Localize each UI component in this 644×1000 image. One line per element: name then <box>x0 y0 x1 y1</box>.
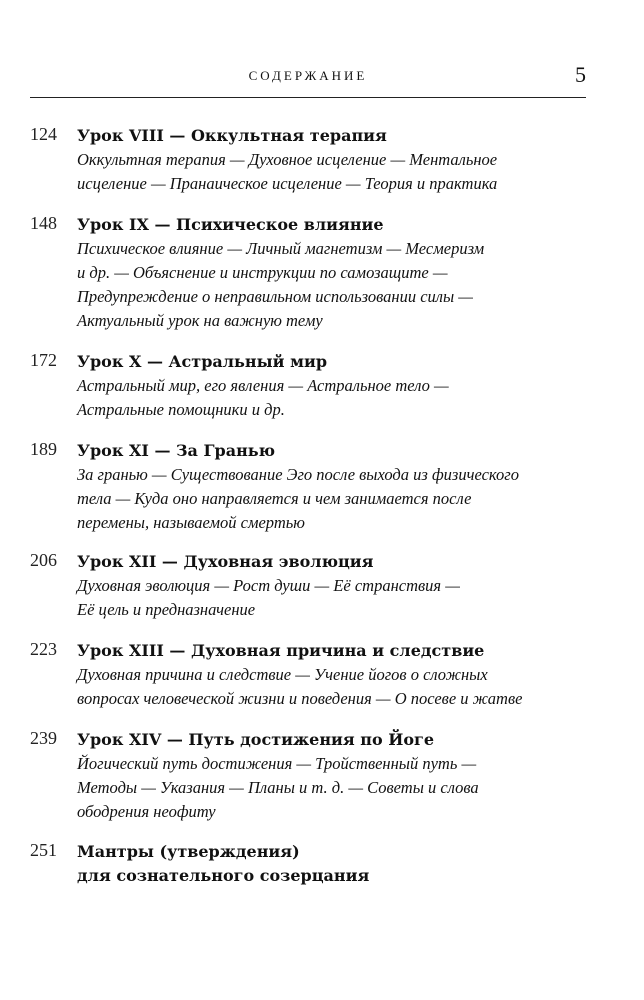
toc-title: Урок IX — Психическое влияние <box>77 215 384 234</box>
toc-description <box>77 237 597 333</box>
toc-description-line: Методы — Указания — Планы и т. д. — Советы и слова <box>77 778 479 797</box>
header-divider <box>30 97 586 98</box>
toc-title: Урок VIII — Оккультная терапия <box>77 126 387 145</box>
running-header <box>30 62 586 92</box>
toc-description-line: тела — Куда оно направляется и чем занимается после <box>77 489 472 508</box>
page-number: 5 <box>575 62 586 87</box>
toc-description <box>77 463 597 535</box>
toc-description-line: Психическое влияние — Личный магнетизм — Месмеризм <box>77 239 485 258</box>
toc-title: Урок X — Астральный мир <box>77 352 328 371</box>
toc-title: Урок XIII — Духовная причина и следствие <box>77 641 485 660</box>
toc-description-line: Духовная эволюция — Рост души — Её странствия — <box>77 576 460 595</box>
toc-title: Урок XII — Духовная эволюция <box>77 552 374 571</box>
toc-description-line: Астральные помощники и др. <box>77 400 285 419</box>
toc-page-number: 239 <box>30 728 57 748</box>
toc-description-line: Актуальный урок на важную тему <box>77 311 323 330</box>
toc-description <box>77 752 597 824</box>
toc-description-line: исцеление — Пранаическое исцеление — Теория и практика <box>77 174 498 193</box>
toc-description-line: вопросах человеческой жизни и поведения — О посеве и жатве <box>77 689 523 708</box>
toc-page-number: 223 <box>30 639 57 659</box>
toc-description-line: Оккультная терапия — Духовное исцеление — Ментальное <box>77 150 498 169</box>
toc-description-line: Предупреждение о неправильном использовании силы — <box>77 287 473 306</box>
toc-page-number: 124 <box>30 124 57 144</box>
toc-title: Урок XI — За Гранью <box>77 441 276 460</box>
toc-description-line: ободрения неофиту <box>77 802 216 821</box>
toc-description-line: Астральный мир, его явления — Астральное тело — <box>77 376 449 395</box>
toc-description-line: За гранью — Существование Эго после выхода из физического <box>77 465 519 484</box>
toc-description <box>77 663 597 711</box>
toc-description-line: Её цель и предназначение <box>77 600 256 619</box>
toc-page-number: 148 <box>30 213 57 233</box>
toc-description-line: Йогический путь достижения — Тройственный путь — <box>77 754 477 773</box>
toc-title-continuation: для сознательного созерцания <box>77 866 370 885</box>
toc-description-line: Духовная причина и следствие — Учение йогов о сложных <box>77 665 488 684</box>
toc-page-number: 172 <box>30 350 57 370</box>
toc-description <box>77 574 597 622</box>
toc-description <box>77 148 597 196</box>
toc-page-number: 189 <box>30 439 57 459</box>
header-title: СОДЕРЖАНИЕ <box>248 68 368 83</box>
toc-page-number: 251 <box>30 840 57 860</box>
toc-description <box>77 374 597 422</box>
toc-title: Урок XIV — Путь достижения по Йоге <box>77 730 435 749</box>
toc-description-line: и др. — Объяснение и инструкции по самозащите — <box>77 263 448 282</box>
toc-description-line: перемены, называемой смертью <box>77 513 305 532</box>
toc-page-number: 206 <box>30 550 57 570</box>
toc-title: Мантры (утверждения) <box>77 842 300 861</box>
